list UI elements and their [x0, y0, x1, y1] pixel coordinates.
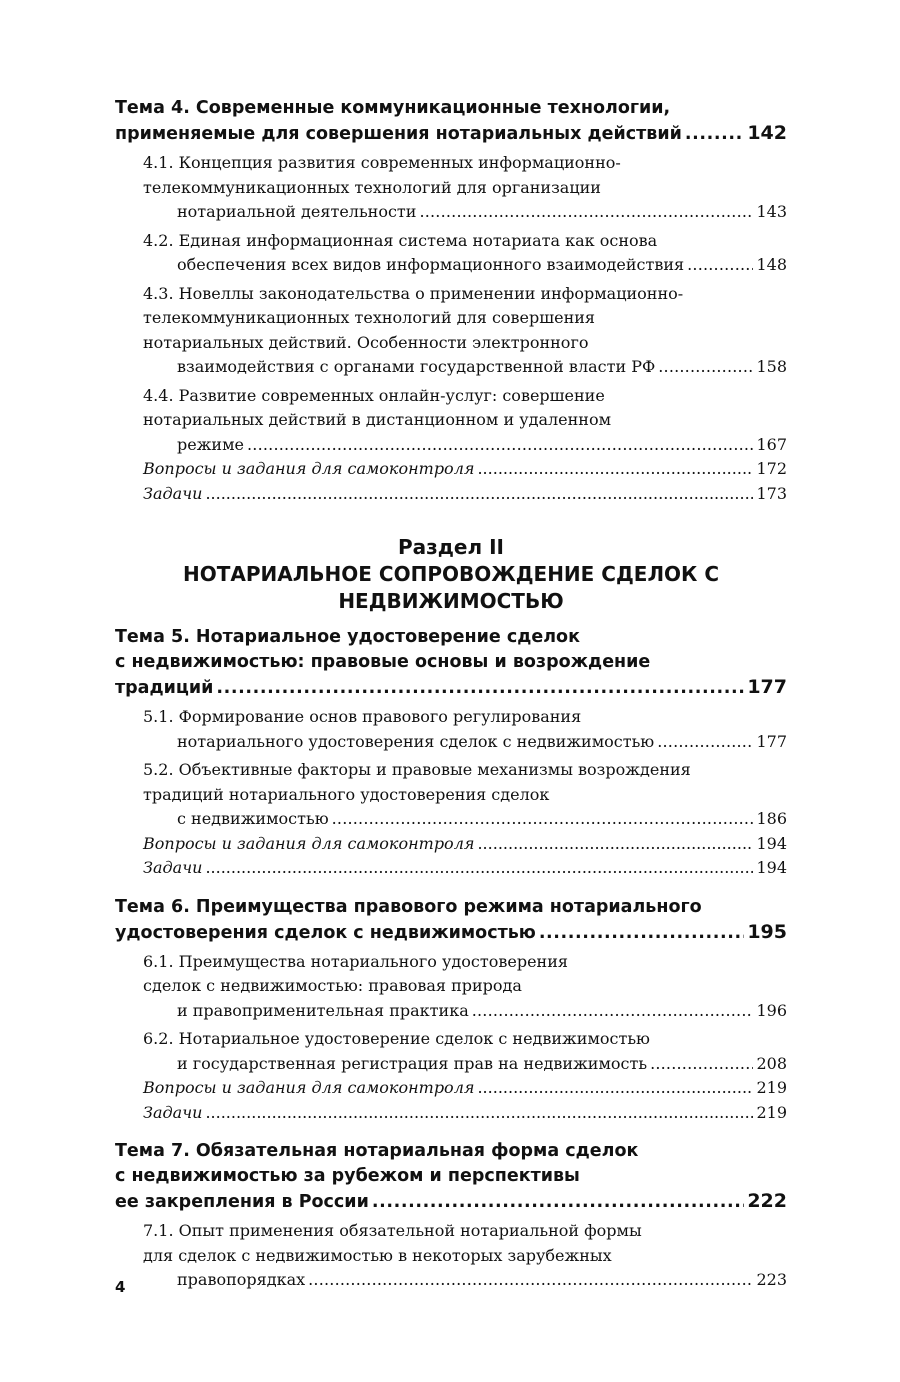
toc-entry-5-1[interactable] — [115, 705, 787, 754]
table-of-contents — [115, 96, 787, 1293]
entry-label: Задачи — [143, 858, 203, 877]
toc-entry-tasks-4[interactable] — [115, 482, 787, 507]
leader-dots — [477, 1076, 753, 1101]
leader-dots — [419, 200, 753, 225]
topic-title-line: ее закрепления в России — [115, 1192, 369, 1212]
entry-title-line: нотариального удостоверения сделок с недвижимостью — [177, 731, 655, 751]
entry-title-line: Нотариальное удостоверение сделок с недвижимостью — [178, 1029, 650, 1048]
topic-title-line: удостоверения сделок с недвижимостью — [115, 922, 536, 943]
entry-number: 5.1. — [143, 707, 174, 726]
page-ref: 173 — [756, 483, 787, 503]
entry-title-line: Объективные факторы и правовые механизмы возрождения — [178, 760, 691, 779]
entry-title-line: нотариальных действий в дистанционном и удаленном — [143, 410, 612, 429]
entry-title-line: с недвижимостью — [177, 809, 329, 828]
toc-entry-questions-4[interactable] — [115, 457, 787, 482]
entry-title-line: правопорядках — [177, 1270, 306, 1289]
leader-dots — [205, 482, 753, 507]
topic-title-line: Тема 5. Нотариальное удостоверение сделок — [115, 627, 580, 647]
topic-title-line: традиций — [115, 678, 214, 698]
entry-number: 4.2. — [143, 230, 174, 250]
entry-label: Вопросы и задания для самоконтроля — [143, 833, 475, 853]
page-ref: 143 — [756, 202, 787, 221]
entry-title-line: режиме — [177, 434, 245, 454]
entry-title-line: Единая информационная система нотариата как основа — [178, 230, 658, 250]
entry-label: Задачи — [143, 483, 203, 503]
section-title: НОТАРИАЛЬНОЕ СОПРОВОЖДЕНИЕ СДЕЛОК С НЕДВИЖИМОСТЬЮ — [182, 562, 720, 613]
page-ref: 196 — [756, 1000, 787, 1020]
topic-title-line: Тема 7. Обязательная нотариальная форма сделок — [115, 1141, 639, 1161]
entry-number: 6.1. — [143, 951, 174, 971]
page-ref: 195 — [747, 920, 787, 943]
entry-title-line: сделок с недвижимостью: правовая природа — [143, 976, 522, 995]
leader-dots — [657, 730, 753, 755]
entry-number: 5.2. — [143, 760, 174, 779]
page-ref: 158 — [756, 357, 787, 376]
leader-dots — [650, 1052, 753, 1077]
page-ref: 177 — [747, 676, 787, 698]
entry-title-line: Формирование основ правового регулирования — [178, 707, 582, 726]
entry-title-line: Опыт применения обязательной нотариальной формы — [178, 1221, 642, 1240]
leader-dots — [372, 1190, 745, 1215]
toc-entry-7-1[interactable] — [115, 1219, 787, 1293]
leader-dots — [308, 1268, 753, 1293]
entry-label: Задачи — [143, 1102, 203, 1122]
page-ref: 194 — [756, 833, 787, 853]
entry-number: 4.1. — [143, 153, 174, 172]
leader-dots — [685, 122, 744, 147]
leader-dots — [687, 253, 753, 278]
entry-title-line: для сделок с недвижимостью в некоторых зарубежных — [143, 1245, 612, 1265]
page-ref: 148 — [756, 255, 787, 274]
topic-4-heading[interactable] — [115, 96, 787, 147]
toc-entry-6-1[interactable] — [115, 950, 787, 1024]
topic-6-heading[interactable] — [115, 895, 787, 946]
entry-title-line: традиций нотариального удостоверения сделок — [143, 784, 550, 804]
toc-entry-4-2[interactable] — [115, 229, 787, 278]
page-ref: 167 — [756, 434, 787, 454]
entry-number: 4.3. — [143, 283, 174, 303]
toc-entry-4-3[interactable] — [115, 282, 787, 380]
entry-number: 6.2. — [143, 1029, 174, 1048]
entry-number: 7.1. — [143, 1221, 174, 1240]
entry-title-line: нотариальных действий. Особенности электронного — [143, 332, 589, 352]
topic-title-line: Тема 4. Современные коммуникационные технологии, — [115, 98, 671, 118]
page-ref: 142 — [747, 122, 787, 144]
toc-entry-questions-5[interactable] — [115, 832, 787, 857]
entry-title-line: телекоммуникационных технологий для организации — [143, 177, 601, 197]
page-ref: 186 — [756, 809, 787, 828]
entry-title-line: телекоммуникационных технологий для совершения — [143, 308, 596, 327]
entry-title-line: Концепция развития современных информационно- — [178, 153, 621, 172]
leader-dots — [332, 807, 754, 832]
topic-title-line: Тема 6. Преимущества правового режима нотариального — [115, 896, 702, 917]
leader-dots — [205, 1101, 753, 1126]
entry-label: Вопросы и задания для самоконтроля — [143, 1078, 475, 1097]
toc-entry-questions-6[interactable] — [115, 1076, 787, 1101]
leader-dots — [205, 856, 753, 881]
toc-entry-4-1[interactable] — [115, 151, 787, 225]
page-ref: 222 — [747, 1190, 787, 1212]
page-ref: 172 — [756, 459, 787, 478]
entry-title-line: Новеллы законодательства о применении информационно- — [178, 283, 684, 303]
topic-5-heading[interactable] — [115, 625, 787, 701]
section-number: Раздел II — [398, 535, 504, 559]
leader-dots — [477, 832, 753, 857]
entry-label: Вопросы и задания для самоконтроля — [143, 459, 475, 478]
leader-dots — [472, 999, 754, 1024]
page-ref: 219 — [756, 1102, 787, 1122]
section-heading — [115, 534, 787, 615]
topic-title-line: с недвижимостью за рубежом и перспективы — [115, 1166, 580, 1186]
page-number: 4 — [115, 1278, 126, 1296]
toc-entry-4-4[interactable] — [115, 384, 787, 458]
page-ref: 177 — [756, 731, 787, 751]
leader-dots — [658, 355, 753, 380]
entry-title-line: Развитие современных онлайн-услуг: совершение — [178, 385, 605, 405]
entry-title-line: Преимущества нотариального удостоверения — [178, 951, 568, 971]
entry-title-line: обеспечения всех видов информационного взаимодействия — [177, 255, 685, 274]
page-ref: 194 — [756, 858, 787, 877]
leader-dots — [539, 921, 745, 946]
page-ref: 208 — [756, 1053, 787, 1073]
entry-title-line: взаимодействия с органами государственной власти РФ — [177, 357, 656, 376]
leader-dots — [477, 457, 753, 482]
toc-entry-tasks-5[interactable] — [115, 856, 787, 881]
entry-number: 4.4. — [143, 385, 174, 405]
entry-title-line: нотариальной деятельности — [177, 202, 417, 221]
entry-title-line: и правоприменительная практика — [177, 1000, 469, 1020]
page-ref: 219 — [756, 1078, 787, 1097]
toc-entry-6-2[interactable] — [115, 1027, 787, 1076]
leader-dots — [216, 676, 744, 701]
topic-7-heading[interactable] — [115, 1139, 787, 1215]
entry-title-line: и государственная регистрация прав на недвижимость — [177, 1053, 648, 1073]
toc-entry-tasks-6[interactable] — [115, 1101, 787, 1126]
topic-title-line: применяемые для совершения нотариальных действий — [115, 124, 682, 144]
page-ref: 223 — [756, 1270, 787, 1289]
toc-entry-5-2[interactable] — [115, 758, 787, 832]
leader-dots — [247, 433, 753, 458]
topic-title-line: с недвижимостью: правовые основы и возрождение — [115, 652, 651, 672]
